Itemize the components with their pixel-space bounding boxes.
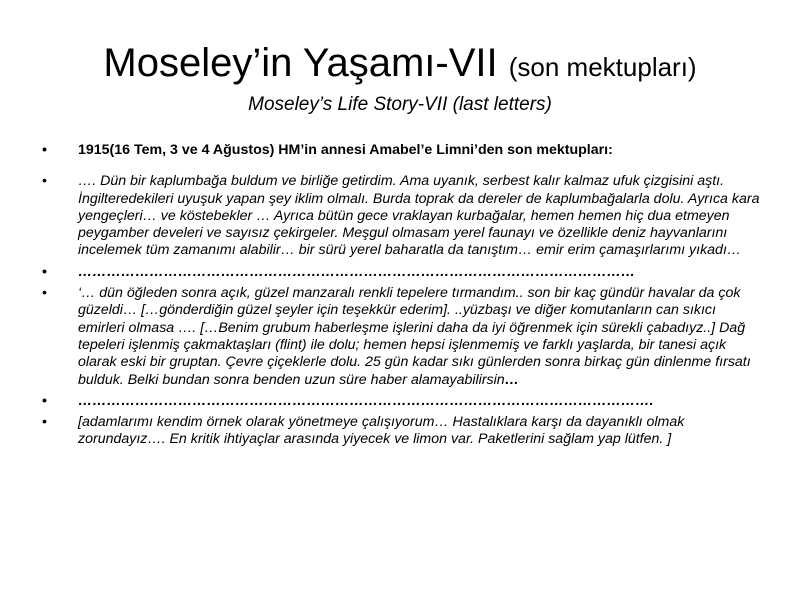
bullet-text: 1915(16 Tem, 3 ve 4 Ağustos) HM’in annesi Amabel’e Limni’den son mektupları: (78, 142, 613, 158)
bullet-text-tail: … (504, 371, 519, 388)
bullet-item-separator (30, 393, 760, 410)
bullet-item (30, 173, 760, 259)
separator-dots: ……………………………………………………………………………………………………… (78, 263, 636, 280)
bullet-item (30, 142, 760, 159)
bullet-list (30, 142, 760, 449)
bullet-dot-icon: • (42, 142, 47, 158)
bullet-dot-icon: • (42, 392, 48, 409)
slide-title (0, 38, 800, 92)
slide-subtitle: Moseley’s Life Story-VII (last letters) (248, 94, 552, 115)
bullet-item-separator (30, 264, 760, 281)
title-block (0, 38, 800, 118)
bullet-dot-icon: • (42, 263, 48, 280)
separator-dots: …………………………………………………………………………………………………………. (78, 392, 654, 409)
bullet-text: ‘… dün öğleden sonra açık, güzel manzaralı renkli tepelere tırmandım.. son bir kaç gündür havalar da çok güzeldi… […gönderdiğin güzel şeyler için teşekkür ederim]. ..yüzbaşı ve diğer komutanların can sıkıcı emirleri olmasa …. […Benim grubum haberleşme işlerini daha da iyi öğrenmek için sürekli çabadıyz..] Dağ tepeleri işlenmiş çakmaktaşları (flint) ile dolu; hemen hepsi işlenmemiş ve farklı yaşlarda, bir tanesi açık olarak eski bir gruptan. Çevre çiçeklerle dolu. 25 gün kadar sıkı günlerden sonra birkaç gün dinlenme fırsatı bulduk. Belki bundan sonra benden uzun süre haber alamayabilirsin (78, 285, 751, 388)
bullet-dot-icon: • (42, 173, 47, 190)
bullet-item (30, 285, 760, 389)
bullet-text: [adamlarımı kendim örnek olarak yönetmeye çalışıyorum… Hastalıklara karşı da dayanıklı olmak zorundayız…. En kritik ihtiyaçlar arasında yiyecek ve limon var. Paketlerini sağlam yap lütfen. ] (78, 414, 685, 448)
slide-title-text: Moseley’in Yaşamı-VII (103, 41, 498, 85)
bullet-dot-icon: • (42, 414, 47, 431)
bullet-item (30, 414, 760, 449)
bullet-text: …. Dün bir kaplumbağa buldum ve birliğe getirdim. Ama uyanık, serbest kalır kalmaz ufuk çizgisini aştı. İngilteredekileri uyuşuk yapan şey iklim olmalı. Burda toprak da dereler de kaplumbağalarla dolu. Ayrıca kara yengeçleri… ve köstebekler … Ayrıca bütün gece vraklayan kurbağalar, hemen hemen hiç dua etmeyen peygamber develeri ve sayısız çekirgeler. Meşgul olmasam yerel faunayı ve özellikle deniz hayvanlarını incelemek tüm zamanımı alabilir… bir sürü yerel baharatla da tanıştım… emir erim çamaşırlarımı yıkadı… (78, 173, 760, 259)
slide-title-paren: (son mektupları) (508, 52, 697, 82)
bullet-dot-icon: • (42, 285, 47, 302)
